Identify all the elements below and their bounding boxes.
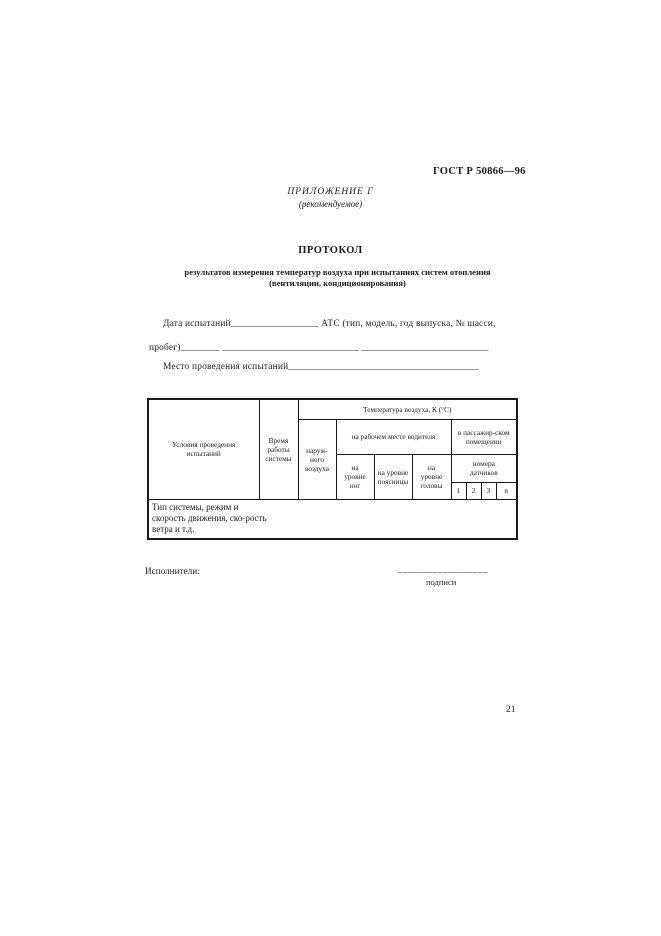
header-outside-air: наруж-ного воздуха [298,419,336,499]
standard-number: ГОСТ Р 50866—96 [433,166,526,177]
sensor-number: 2 [466,482,481,499]
performers-label: Исполнители: [145,566,200,576]
header-legs-level: на уровне ног [336,454,374,499]
subtitle-line-2: (вентиляции, кондиционирования) [269,278,406,288]
header-air-temperature: Температура воздуха, К (°С) [298,399,517,419]
header-waist-level: на уровне поясницы [374,454,412,499]
appendix-title: ПРИЛОЖЕНИЕ Г [287,187,374,197]
header-conditions: Условия проведения испытаний [148,399,259,499]
page-number: 21 [506,705,516,715]
sensor-number: n [496,482,517,499]
signature-line: __________________ [398,564,488,574]
sensor-number: 3 [481,482,496,499]
document-subtitle [150,267,525,289]
appendix-note: (рекомендуемое) [298,199,363,209]
data-row-conditions [148,499,517,539]
field-test-date-vehicle: Дата испытаний__________________ АТС (тип, модель, год выпуска, № шасси, [163,319,496,329]
header-passenger-compartment: в пассажир-ском помещении [451,419,517,454]
protocol-table [147,398,518,540]
signature-label: подписи [426,577,457,587]
field-test-location: Место проведения испытаний_______________________________________ [163,362,479,372]
header-head-level: на уровне головы [412,454,451,499]
field-mileage: пробег)________ ____________________________ __________________________ [149,343,489,353]
row-description: Тип системы, режим и скорость движения, ско-рость ветра и т.д. [152,501,267,534]
document-title: ПРОТОКОЛ [298,245,363,256]
header-operating-time: Время работы системы [259,399,298,499]
sensor-number: 1 [451,482,466,499]
header-sensor-numbers: номера датчиков [451,454,517,482]
subtitle-line-1: результатов измерения температур воздуха при испытаниях систем отопления [184,267,491,277]
header-driver-workplace: на рабочем месте водителя [336,419,451,454]
